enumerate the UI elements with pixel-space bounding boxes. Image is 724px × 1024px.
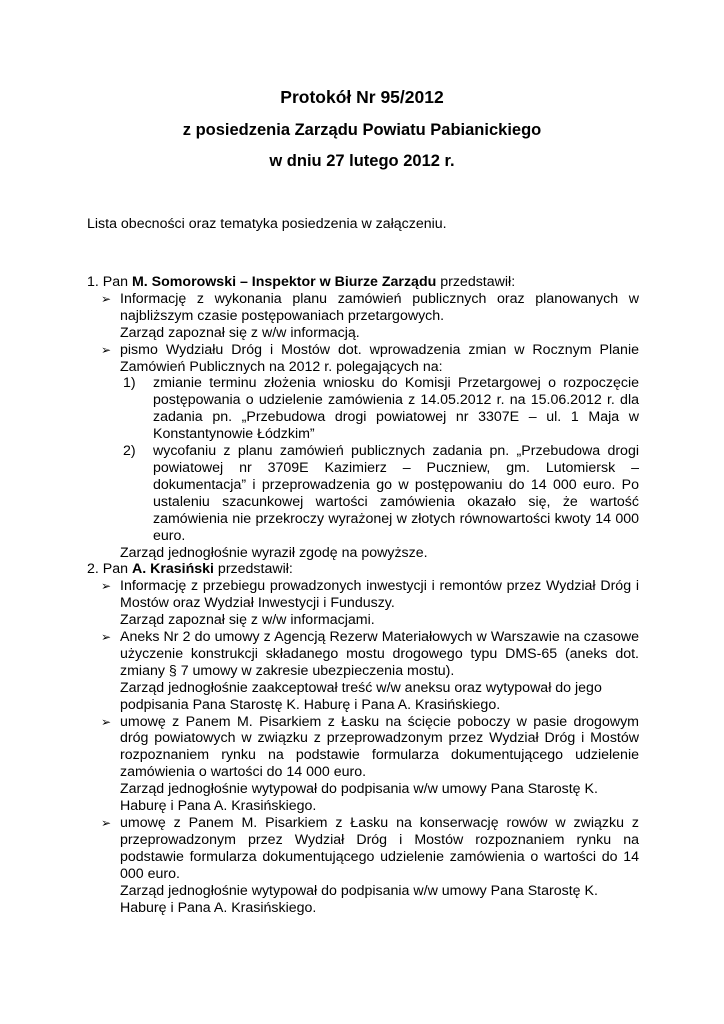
section-1-speaker: M. Somorowski – Inspektor w Biurze Zarządu (131, 274, 437, 290)
sub-item-text: zmianie terminu złożenia wniosku do Komisji Przetargowej o rozpoczęcie postępowania o udzielenie zamówienia z 14.05.2012 r. na 15.06.2012 r. dla zadania pn. „Przebudowa drogi powiatowej nr 3307E – ul. 1 Maja w Konstantynowie Łódzkim” (153, 375, 639, 443)
section-2-verb: przedstawił: (213, 561, 293, 578)
list-item (87, 342, 639, 376)
arrow-bullet-icon: ➢ (101, 342, 112, 357)
section-1-verb: przedstawił: (436, 274, 516, 290)
list-item (87, 815, 639, 883)
arrow-bullet-icon: ➢ (101, 714, 112, 729)
list-item (87, 714, 639, 782)
minutes-body (87, 274, 639, 916)
decision-note: Zarząd zapoznał się z w/w informacjami. (120, 612, 375, 629)
document-subtitle: z posiedzenia Zarządu Powiatu Pabianickiego (182, 121, 542, 139)
section-1-number: 1. Pan (87, 274, 132, 290)
item-text: Informację z wykonania planu zamówień publicznych oraz planowanych w najbliższym czasie postępowaniach przetargowych. (120, 290, 639, 324)
document-date: w dniu 27 lutego 2012 r. (269, 152, 455, 170)
list-item (87, 291, 639, 325)
arrow-bullet-icon: ➢ (101, 816, 112, 830)
sub-list-item (87, 443, 639, 544)
decision-note: Zarząd jednogłośnie wyraził zgodę na powyższe. (120, 544, 428, 561)
sub-item-number: 1) (123, 375, 136, 392)
item-text: umowę z Panem M. Pisarkiem z Łasku na konserwację rowów w związku z przeprowadzonym przez Wydział Dróg i Mostów rozpoznaniem rynku na podstawie formularza dokumentującego udzielenie zamówienia o wartości do 14 000 euro. (120, 815, 639, 882)
decision-note: Zarząd jednogłośnie wytypował do podpisania w/w umowy Pana Starostę K. Haburę i Pana A. Krasińskiego. (120, 882, 598, 916)
arrow-bullet-icon: ➢ (101, 630, 112, 645)
section-1-heading (87, 274, 639, 291)
item-text: umowę z Panem M. Pisarkiem z Łasku na ścięcie poboczy w pasie drogowym dróg powiatowych w związku z przeprowadzonym przez Wydział Dróg i Mostów rozpoznaniem rynku na podstawie formularza dokumentującego udzielenie zamówienia o wartości do 14 000 euro. (120, 713, 639, 781)
sub-item-text: wycofaniu z planu zamówień publicznych zadania pn. „Przebudowa drogi powiatowej nr 3709E Kazimierz – Puczniew, gm. Lutomiersk – dokumentacja” i przeprowadzenia go w postępowaniu do 14 000 euro. Po ustaleniu szacunkowej wartości zamówienia okazało się, że wartość zamówienia nie przekroczy wyrażonej w złotych równowartości kwoty 14 000 euro. (153, 443, 639, 544)
document-title: Protokół Nr 95/2012 (280, 87, 444, 107)
arrow-bullet-icon: ➢ (101, 579, 112, 594)
arrow-bullet-icon: ➢ (101, 291, 112, 306)
item-text: Informację z przebiegu prowadzonych inwestycji i remontów przez Wydział Dróg i Mostów oraz Wydział Inwestycji i Funduszy. (120, 578, 639, 612)
section-2-speaker: A. Krasiński (131, 561, 214, 578)
list-item (87, 629, 639, 680)
decision-note: Zarząd zapoznał się z w/w informacją. (120, 324, 360, 341)
item-text: Aneks Nr 2 do umowy z Agencją Rezerw Materiałowych w Warszawie na czasowe użyczenie konstrukcji składanego mostu drogowego typu DMS-65 (aneks dot. zmiany § 7 umowy w zakresie ubezpieczenia mostu). (120, 629, 639, 679)
sub-list-item (87, 375, 639, 443)
decision-note: Zarząd jednogłośnie zaakceptował treść w/w aneksu oraz wytypował do jego podpisania Pana Starostę K. Haburę i Pana A. Krasińskiego. (120, 679, 602, 713)
section-2-heading (87, 561, 639, 578)
decision-note: Zarząd jednogłośnie wytypował do podpisania w/w umowy Pana Starostę K. Haburę i Pana A. Krasińskiego. (120, 781, 598, 815)
list-item (87, 578, 639, 612)
item-text: pismo Wydziału Dróg i Mostów dot. wprowadzenia zmian w Rocznym Planie Zamówień Publicznych na 2012 r. polegających na: (120, 341, 639, 375)
intro-text: Lista obecności oraz tematyka posiedzenia w załączeniu. (87, 216, 447, 232)
section-2-number: 2. Pan (87, 561, 132, 578)
sub-item-number: 2) (123, 443, 136, 460)
